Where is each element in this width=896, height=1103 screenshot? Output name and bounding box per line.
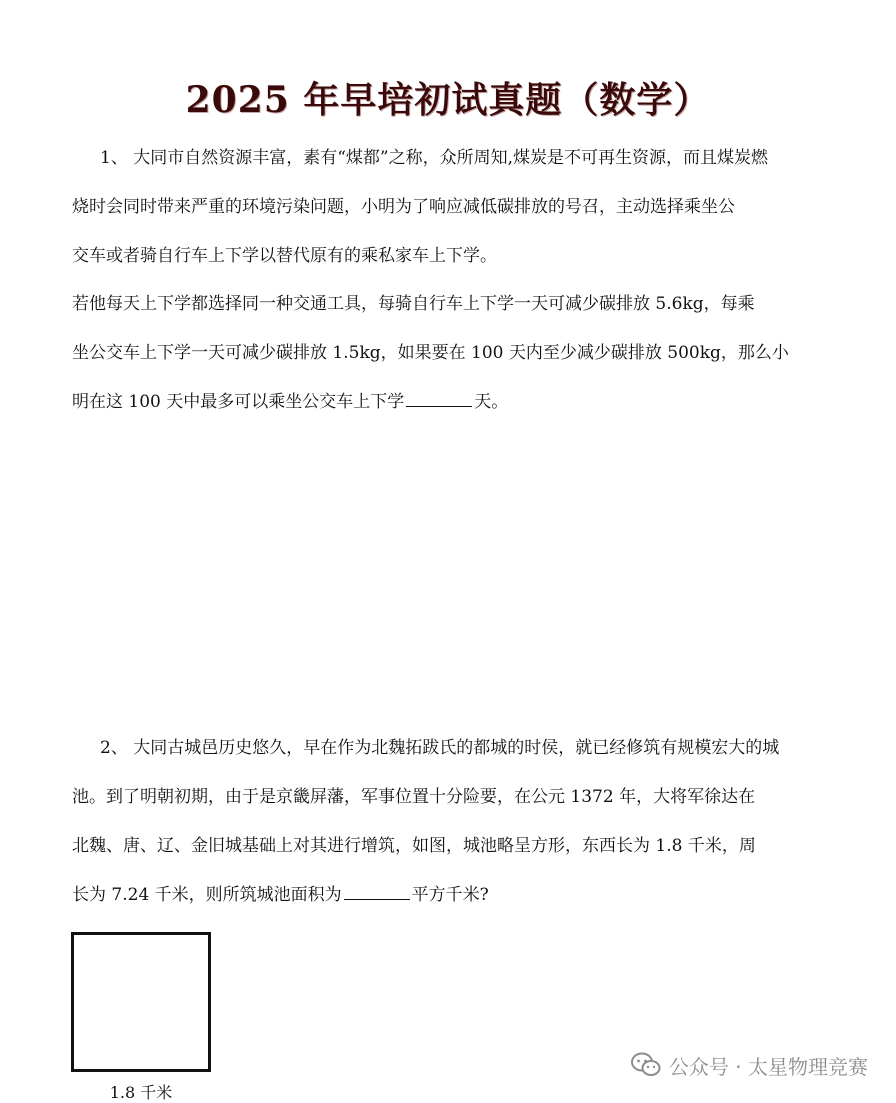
city-square-figure (71, 932, 211, 1072)
question-1-part-2 (72, 280, 820, 427)
question-1-last-text: 明在这 100 天中最多可以乘坐公交车上下学 (72, 392, 405, 412)
figure-label: 1.8 千米 (109, 1083, 173, 1102)
question-2-line-2: 池。到了明朝初期，由于是京畿屏藩，军事位置十分险要，在公元 1372 年，大将军徐达在 (72, 787, 756, 807)
question-1 (72, 134, 820, 281)
question-1-line-5: 坐公交车上下学一天可减少碳排放 1.5kg，如果要在 100 天内至少减少碳排放 500kg，那么小 (72, 343, 789, 363)
question-2-line-1: 2、 大同古城邑历史悠久，早在作为北魏拓跋氏的都城的时侯，就已经修筑有规模宏大的城 (100, 738, 780, 758)
question-2-unit: 平方千米? (411, 885, 489, 905)
question-2 (72, 724, 820, 920)
question-1-line-1: 1、 大同市自然资源丰富，素有“煤都”之称，众所周知,煤炭是不可再生资源，而且煤炭燃 (100, 148, 769, 168)
question-1-unit: 天。 (474, 392, 509, 412)
watermark (631, 1050, 868, 1080)
question-1-line-4: 若他每天上下学都选择同一种交通工具，每骑自行车上下学一天可减少碳排放 5.6kg，每乘 (72, 294, 755, 314)
answer-blank-1[interactable] (406, 405, 472, 407)
page-title: 2025 年早培初试真题（数学） (185, 79, 711, 121)
question-1-line-6 (72, 378, 820, 427)
question-1-line-3: 交车或者骑自行车上下学以替代原有的乘私家车上下学。 (72, 246, 497, 266)
question-2-line-3: 北魏、唐、辽、金旧城基础上对其进行增筑，如图，城池略呈方形，东西长为 1.8 千米，周 (72, 836, 756, 856)
question-2-last-text: 长为 7.24 千米，则所筑城池面积为 (72, 885, 342, 905)
answer-blank-2[interactable] (344, 898, 410, 900)
watermark-text: 公众号 · 太星物理竞赛 (668, 1054, 868, 1079)
wechat-icon (631, 1052, 661, 1078)
question-2-line-4 (72, 871, 820, 920)
question-1-line-2: 烧时会同时带来严重的环境污染问题，小明为了响应减低碳排放的号召，主动选择乘坐公 (72, 197, 735, 217)
